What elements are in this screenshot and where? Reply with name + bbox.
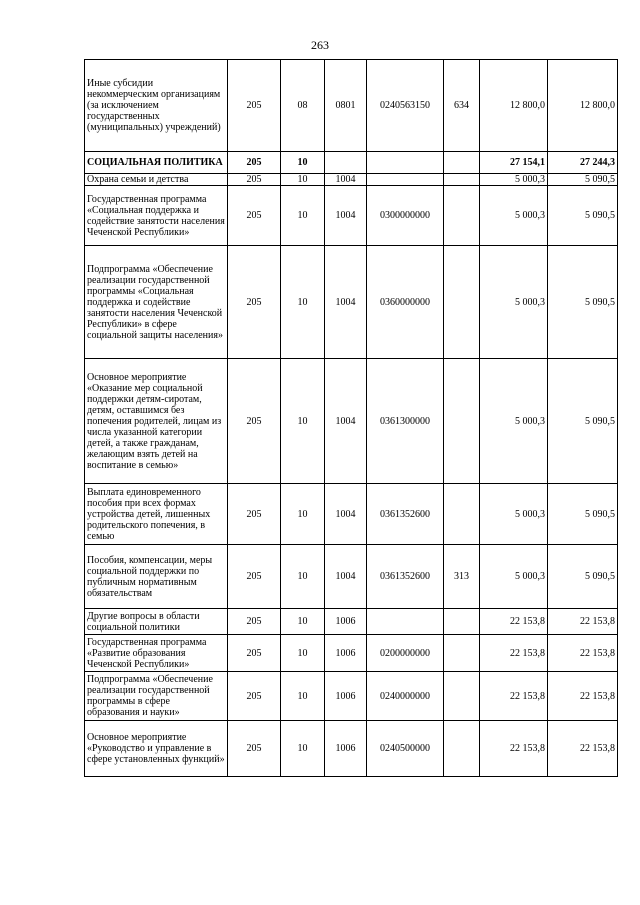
row-name: Подпрограмма «Обеспечение реализации государственной программы в сфере образования и науки» [85,672,228,721]
row-expense-type [444,635,480,672]
row-section-code: 10 [281,545,325,609]
row-section-code: 10 [281,635,325,672]
row-target-article: 0361352600 [367,484,444,545]
row-subsection-code: 1006 [325,609,367,635]
table-row [85,545,618,609]
row-name: Пособия, компенсации, меры социальной поддержки по публичным нормативным обязательствам [85,545,228,609]
row-name: Подпрограмма «Обеспечение реализации государственной программы «Социальная поддержка и содействие занятости населения Чеченской Республики» в сфере социальной защиты населения» [85,246,228,359]
row-target-article: 0200000000 [367,635,444,672]
row-section-code: 10 [281,721,325,777]
row-target-article [367,609,444,635]
row-amount-year-1: 22 153,8 [480,721,548,777]
row-subsection-code: 1006 [325,721,367,777]
row-target-article: 0360000000 [367,246,444,359]
row-amount-year-2: 5 090,5 [548,359,618,484]
row-target-article: 0240563150 [367,60,444,152]
row-subsection-code: 1004 [325,484,367,545]
row-name: Государственная программа «Развитие образования Чеченской Республики» [85,635,228,672]
row-expense-type [444,672,480,721]
row-ved-code: 205 [228,174,281,186]
row-expense-type [444,174,480,186]
row-ved-code: 205 [228,152,281,174]
table-row [85,635,618,672]
row-target-article: 0361352600 [367,545,444,609]
row-subsection-code: 1004 [325,545,367,609]
row-target-article [367,152,444,174]
row-subsection-code: 1006 [325,635,367,672]
row-expense-type [444,484,480,545]
table-row [85,152,618,174]
row-amount-year-2: 5 090,5 [548,545,618,609]
row-ved-code: 205 [228,609,281,635]
row-amount-year-1: 5 000,3 [480,484,548,545]
row-ved-code: 205 [228,672,281,721]
page-number: 263 [311,38,329,52]
row-amount-year-2: 27 244,3 [548,152,618,174]
row-amount-year-1: 12 800,0 [480,60,548,152]
row-ved-code: 205 [228,484,281,545]
table-row [85,246,618,359]
row-target-article: 0361300000 [367,359,444,484]
row-amount-year-1: 22 153,8 [480,672,548,721]
row-amount-year-1: 5 000,3 [480,174,548,186]
row-name: Иные субсидии некоммерческим организациям (за исключением государственных (муниципальных) учреждений) [85,60,228,152]
row-name: Государственная программа «Социальная поддержка и содействие занятости населения Чеченской Республики» [85,186,228,246]
row-subsection-code: 1004 [325,174,367,186]
row-subsection-code: 1004 [325,246,367,359]
row-amount-year-2: 5 090,5 [548,174,618,186]
row-section-code: 08 [281,60,325,152]
row-subsection-code: 1004 [325,359,367,484]
row-name: Выплата единовременного пособия при всех формах устройства детей, лишенных родительского попечения, в семью [85,484,228,545]
budget-table [84,59,618,777]
row-expense-type [444,186,480,246]
row-expense-type [444,246,480,359]
row-subsection-code: 0801 [325,60,367,152]
row-amount-year-1: 27 154,1 [480,152,548,174]
row-amount-year-1: 5 000,3 [480,545,548,609]
row-ved-code: 205 [228,545,281,609]
row-amount-year-2: 22 153,8 [548,721,618,777]
row-expense-type: 313 [444,545,480,609]
row-section-code: 10 [281,152,325,174]
row-ved-code: 205 [228,359,281,484]
row-amount-year-1: 5 000,3 [480,186,548,246]
row-ved-code: 205 [228,721,281,777]
row-ved-code: 205 [228,60,281,152]
row-amount-year-1: 22 153,8 [480,609,548,635]
row-section-code: 10 [281,609,325,635]
row-amount-year-1: 22 153,8 [480,635,548,672]
table-row [85,359,618,484]
row-subsection-code [325,152,367,174]
row-name: Основное мероприятие «Оказание мер социальной поддержки детям-сиротам, детям, оставшимся без попечения родителей, лицам из числа указанной категории детей, а также гражданам, желающим взять детей на воспитание в семью» [85,359,228,484]
row-subsection-code: 1006 [325,672,367,721]
row-section-code: 10 [281,174,325,186]
row-expense-type [444,609,480,635]
row-section-code: 10 [281,484,325,545]
table-row [85,60,618,152]
row-target-article: 0240500000 [367,721,444,777]
row-name: Основное мероприятие «Руководство и управление в сфере установленных функций» [85,721,228,777]
row-expense-type [444,721,480,777]
table-row [85,186,618,246]
table-row [85,484,618,545]
table-row [85,609,618,635]
row-expense-type [444,359,480,484]
row-section-code: 10 [281,186,325,246]
row-target-article [367,174,444,186]
row-name: Другие вопросы в области социальной политики [85,609,228,635]
row-amount-year-2: 5 090,5 [548,484,618,545]
row-target-article: 0240000000 [367,672,444,721]
row-amount-year-2: 5 090,5 [548,186,618,246]
row-ved-code: 205 [228,635,281,672]
table-row [85,174,618,186]
row-amount-year-2: 5 090,5 [548,246,618,359]
table-row [85,721,618,777]
row-ved-code: 205 [228,246,281,359]
table-body [85,60,618,777]
row-amount-year-1: 5 000,3 [480,246,548,359]
row-amount-year-2: 22 153,8 [548,609,618,635]
row-expense-type [444,152,480,174]
row-amount-year-1: 5 000,3 [480,359,548,484]
row-target-article: 0300000000 [367,186,444,246]
row-amount-year-2: 22 153,8 [548,635,618,672]
table-row [85,672,618,721]
row-amount-year-2: 22 153,8 [548,672,618,721]
row-name: Охрана семьи и детства [85,174,228,186]
row-section-code: 10 [281,246,325,359]
row-amount-year-2: 12 800,0 [548,60,618,152]
row-section-code: 10 [281,359,325,484]
row-ved-code: 205 [228,186,281,246]
row-name: СОЦИАЛЬНАЯ ПОЛИТИКА [85,152,228,174]
row-subsection-code: 1004 [325,186,367,246]
row-section-code: 10 [281,672,325,721]
row-expense-type: 634 [444,60,480,152]
